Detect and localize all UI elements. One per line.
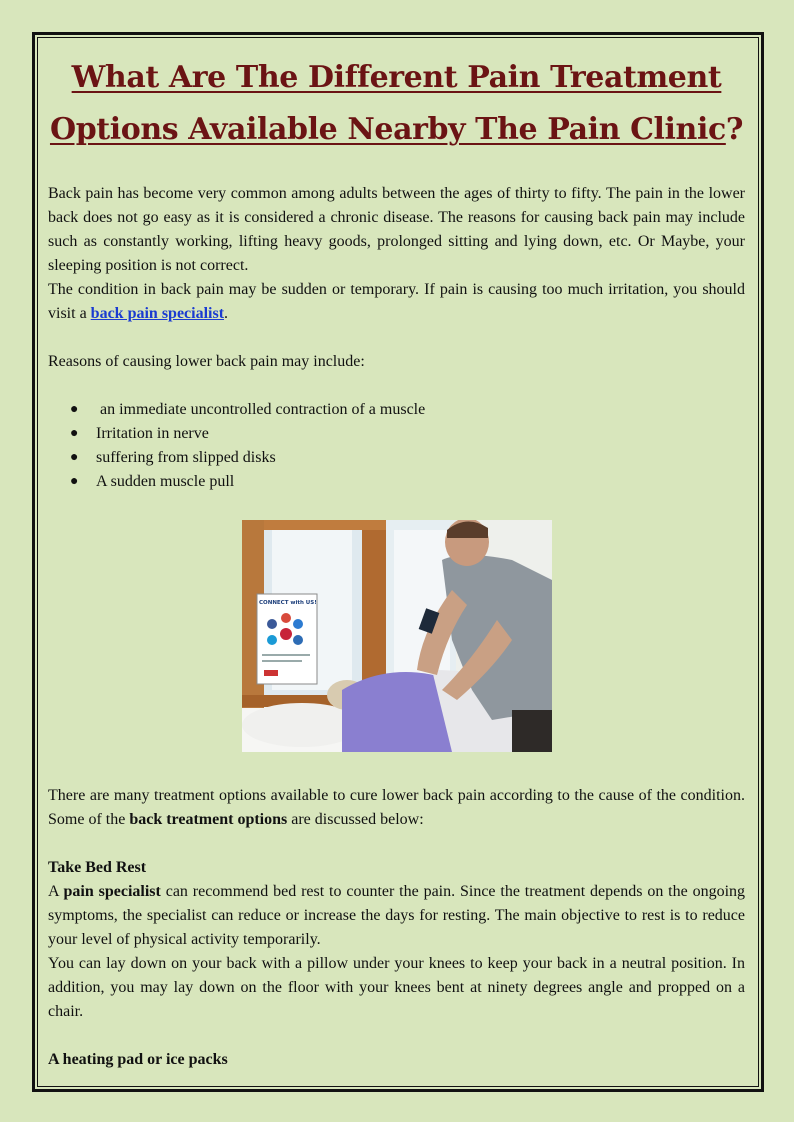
bullet-icon: ● (70, 450, 79, 465)
bed-rest-p1-start: A (48, 883, 64, 900)
bed-rest-heading (48, 856, 745, 880)
treatments-intro-end: are discussed below: (287, 811, 424, 828)
intro-paragraph-2 (48, 278, 745, 326)
intro-paragraph-1: Back pain has become very common among adults between the ages of thirty to fifty. The pain in the lower back does not go easy as it is considered a chronic disease. The reasons for causing back pain may include such as constantly working, lifting heavy goods, prolonged sitting and lying down, etc. Or Maybe, your sleeping position is not correct. (48, 185, 745, 274)
intro-p2-text: The condition in back pain may be sudden or temporary. If pain is causing too much irritation, you should visit a (48, 281, 745, 322)
bed-rest-heading-text: Take Bed Rest (48, 859, 147, 876)
list-item (70, 398, 745, 422)
list-item (70, 446, 745, 470)
document-body (48, 48, 745, 1072)
bullet-icon: ● (70, 474, 79, 489)
bullet-icon: ● (70, 426, 79, 441)
connect-poster (257, 594, 317, 684)
treatments-intro-bold: back treatment options (129, 811, 288, 828)
title-text: What Are The Different Pain Treatment Options Available Nearby The Pain Clinic (49, 60, 726, 147)
title-question-mark: ? (725, 112, 744, 147)
intro-p2-end: . (224, 305, 229, 322)
list-item-text: an immediate uncontrolled contraction of a muscle (96, 401, 426, 418)
bed-rest-p1-text: can recommend bed rest to counter the pain. Since the treatment depends on the ongoing symptoms, the specialist can reduce or increase the days for resting. The main objective to rest is to reduce your level of physical activity temporarily. (48, 883, 746, 948)
list-item (70, 470, 745, 494)
bullet-icon: ● (70, 402, 79, 417)
heating-heading (48, 1048, 745, 1072)
treatments-intro-text: There are many treatment options available to cure lower back pain according to the cause of the condition. Some of the (48, 787, 745, 828)
back-treatment-photo (242, 520, 552, 752)
reasons-heading: Reasons of causing lower back pain may include: (48, 353, 365, 370)
list-item-text: suffering from slipped disks (96, 449, 276, 466)
treatments-intro (48, 784, 745, 832)
bed-rest-paragraph-2: You can lay down on your back with a pillow under your knees to keep your back in a neutral position. In addition, you may lay down on the floor with your knees bent at ninety degrees angle and propped on a chair. (48, 955, 745, 1020)
photo-container (48, 520, 745, 752)
list-item (70, 422, 745, 446)
list-item-text: A sudden muscle pull (96, 473, 235, 490)
back-pain-specialist-link[interactable]: back pain specialist (90, 305, 225, 322)
list-item-text: Irritation in nerve (96, 425, 209, 442)
bed-rest-p1-bold: pain specialist (63, 883, 161, 900)
poster-heading: CONNECT with US! (258, 600, 317, 606)
heating-heading-text: A heating pad or ice packs (48, 1051, 228, 1068)
reasons-list (48, 398, 745, 494)
bed-rest-paragraph-1 (48, 880, 745, 952)
document-title (48, 52, 745, 156)
